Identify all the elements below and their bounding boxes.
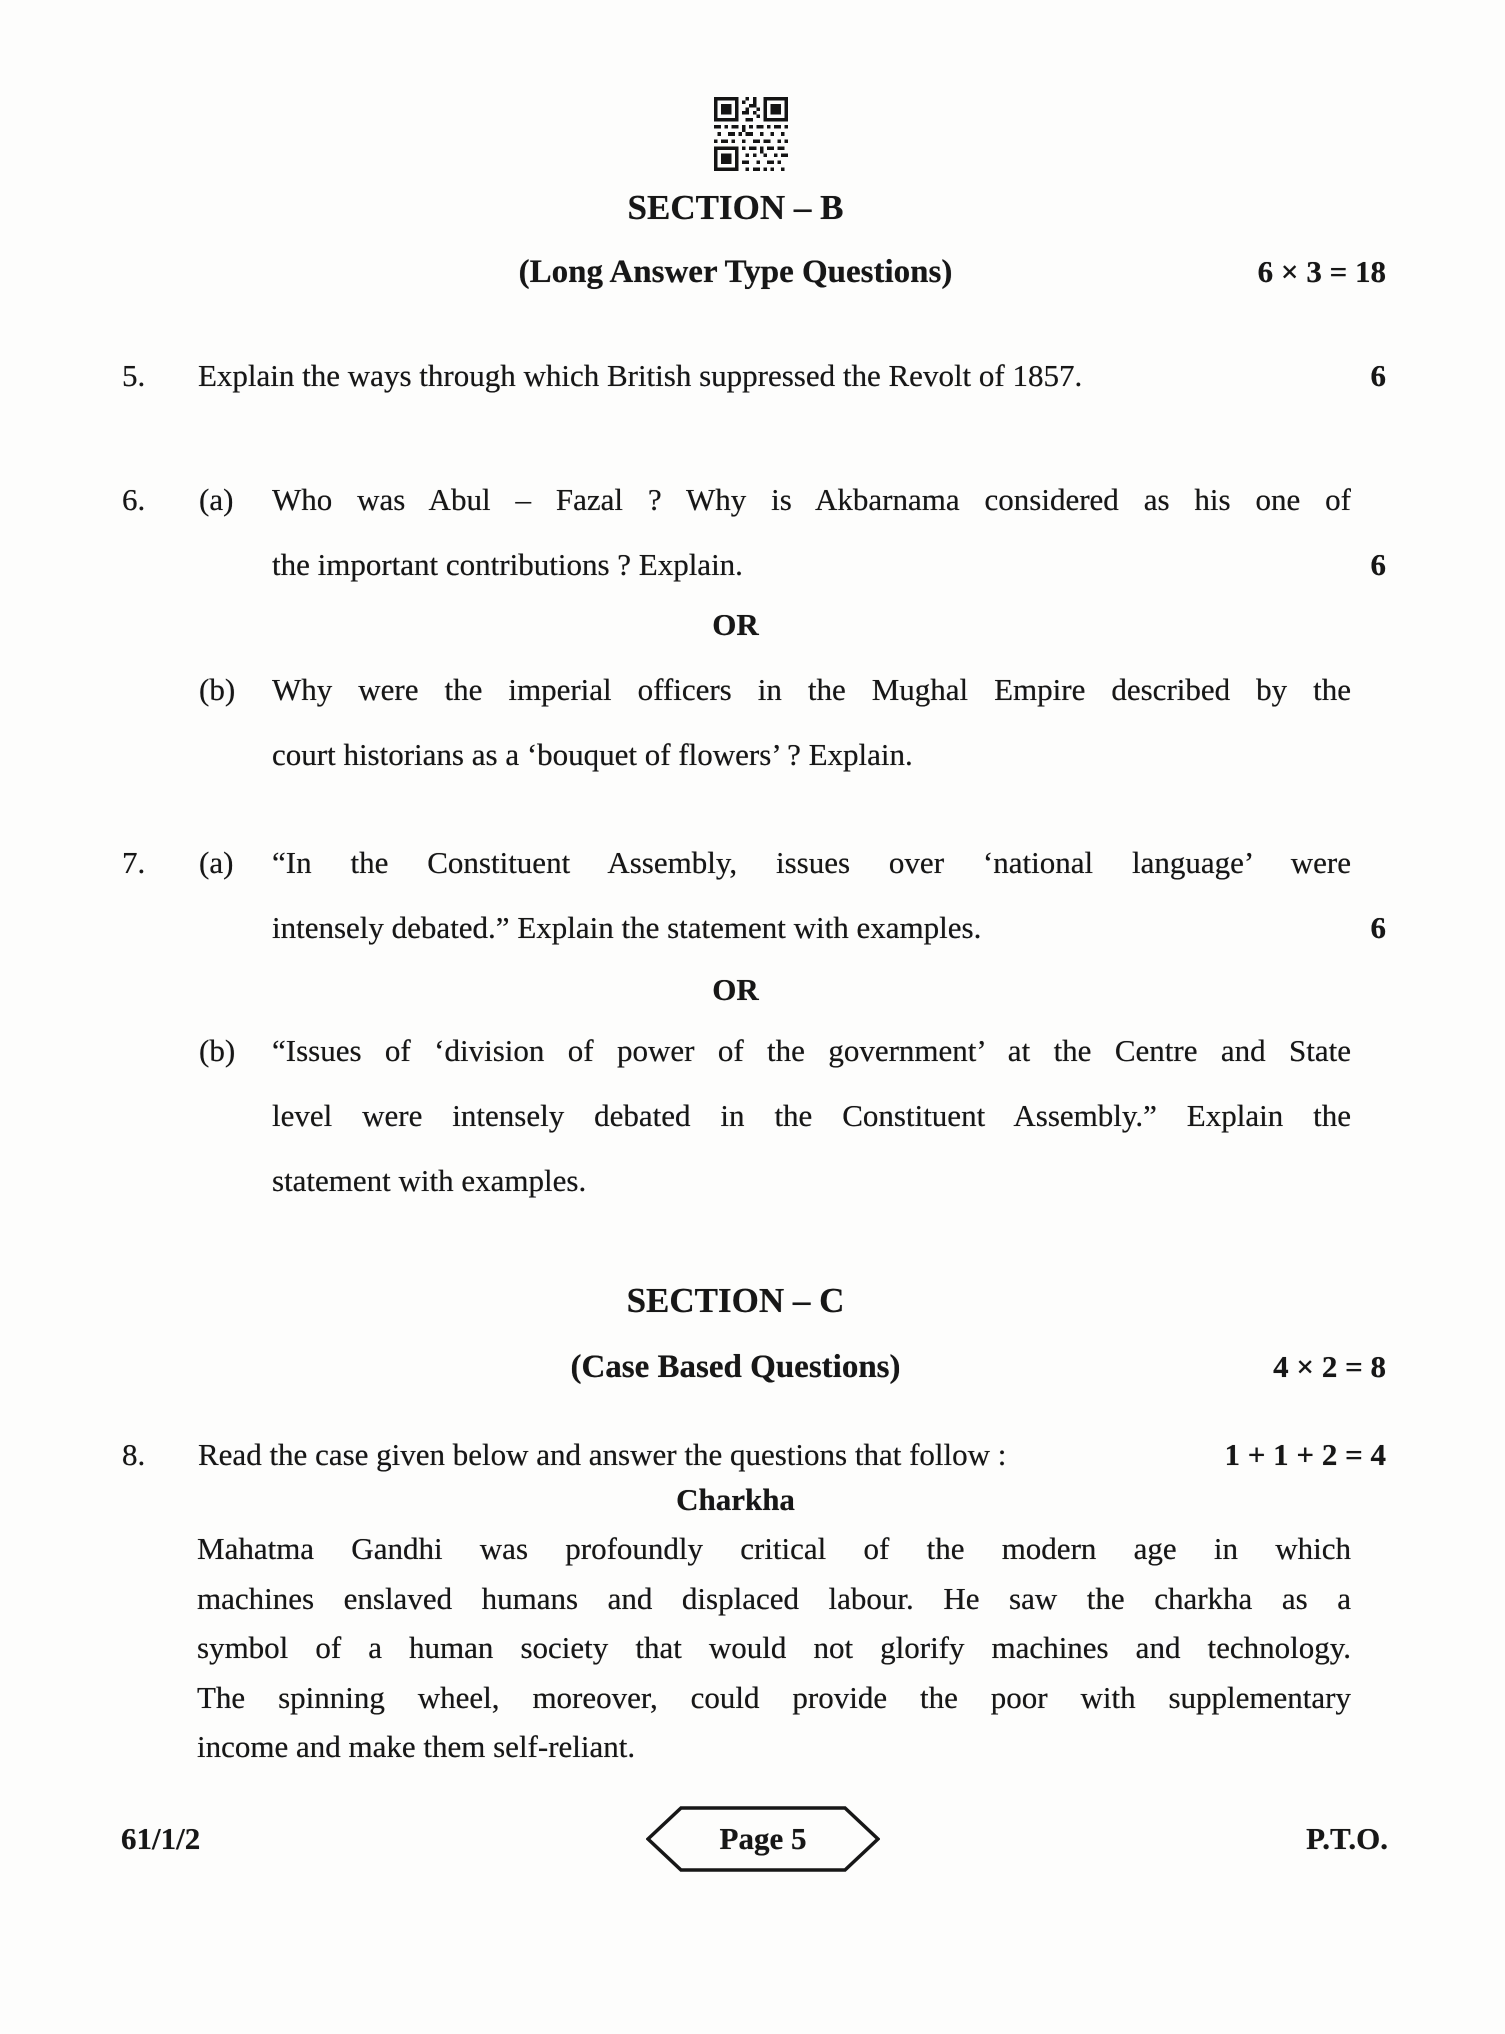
page-number-badge — [646, 1806, 880, 1872]
section-b-marks: 6 × 3 = 18 — [1257, 254, 1386, 289]
question-6a-text — [272, 467, 1351, 597]
question-7a-label: (a) — [199, 845, 234, 880]
question-6b-line: court historians as a ‘bouquet of flowers’ ? Explain. — [272, 737, 913, 772]
paper-code: 61/1/2 — [121, 1821, 201, 1856]
question-6b — [120, 657, 1388, 787]
section-c-header — [120, 1348, 1388, 1386]
question-6-number: 6. — [122, 482, 146, 517]
question-6b-label: (b) — [199, 672, 236, 707]
case-line: The spinning wheel, moreover, could provide the poor with supplementary — [197, 1679, 1351, 1715]
question-5-line: Explain the ways through which British suppressed the Revolt of 1857. — [198, 358, 1083, 393]
question-8-line: Read the case given below and answer the questions that follow : — [198, 1437, 1007, 1472]
question-5-number: 5. — [122, 358, 146, 393]
section-c-title: SECTION – C — [626, 1281, 845, 1320]
question-7b-line: statement with examples. — [272, 1163, 587, 1198]
question-6b-text — [272, 657, 1351, 787]
case-line: machines enslaved humans and displaced labour. He saw the charkha as a — [197, 1580, 1351, 1616]
section-c-subtitle: (Case Based Questions) — [570, 1349, 901, 1385]
question-6-or-separator: OR — [712, 607, 759, 642]
question-8-number: 8. — [122, 1437, 146, 1472]
question-6a — [120, 467, 1388, 597]
question-7b — [120, 1018, 1388, 1213]
case-line: Mahatma Gandhi was profoundly critical of the modern age in which — [197, 1531, 1351, 1566]
question-7a-line: “In the Constituent Assembly, issues over ‘national language’ were — [272, 845, 1351, 880]
question-7a-marks: 6 — [1370, 910, 1386, 945]
question-7b-line: “Issues of ‘division of power of the government’ at the Centre and State — [272, 1033, 1351, 1068]
question-6b-line: Why were the imperial officers in the Mughal Empire described by the — [272, 672, 1351, 707]
question-8-text — [198, 1434, 1351, 1476]
question-7-or-separator: OR — [712, 972, 759, 1007]
question-8 — [120, 1434, 1388, 1476]
question-6a-label: (a) — [199, 482, 234, 517]
question-7a — [120, 830, 1388, 960]
page-number-label: Page 5 — [719, 1821, 807, 1856]
case-line: symbol of a human society that would not glorify machines and technology. — [197, 1630, 1351, 1665]
case-passage — [197, 1524, 1351, 1772]
question-6a-line: the important contributions ? Explain. — [272, 547, 743, 582]
qr-code-icon — [714, 97, 788, 171]
question-7-number: 7. — [122, 845, 146, 880]
question-8-marks: 1 + 1 + 2 = 4 — [1224, 1437, 1386, 1472]
question-7b-label: (b) — [199, 1033, 236, 1068]
question-6a-line: Who was Abul – Fazal ? Why is Akbarnama considered as his one of — [272, 482, 1351, 517]
question-7b-text — [272, 1018, 1351, 1213]
question-5 — [120, 356, 1388, 396]
section-c-marks: 4 × 2 = 8 — [1273, 1349, 1386, 1384]
section-b-subtitle: (Long Answer Type Questions) — [518, 254, 953, 290]
question-7a-text — [272, 830, 1351, 960]
question-7b-line: level were intensely debated in the Constituent Assembly.” Explain the — [272, 1098, 1351, 1133]
question-6a-marks: 6 — [1370, 547, 1386, 582]
case-line: income and make them self-reliant. — [197, 1729, 636, 1764]
question-5-marks: 6 — [1370, 358, 1386, 393]
case-title: Charkha — [676, 1482, 795, 1517]
section-b-title: SECTION – B — [627, 188, 844, 227]
question-5-text — [198, 356, 1351, 396]
question-7a-line: intensely debated.” Explain the statement with examples. — [272, 910, 982, 945]
pto-label: P.T.O. — [1306, 1821, 1388, 1856]
section-b-header — [120, 253, 1388, 291]
